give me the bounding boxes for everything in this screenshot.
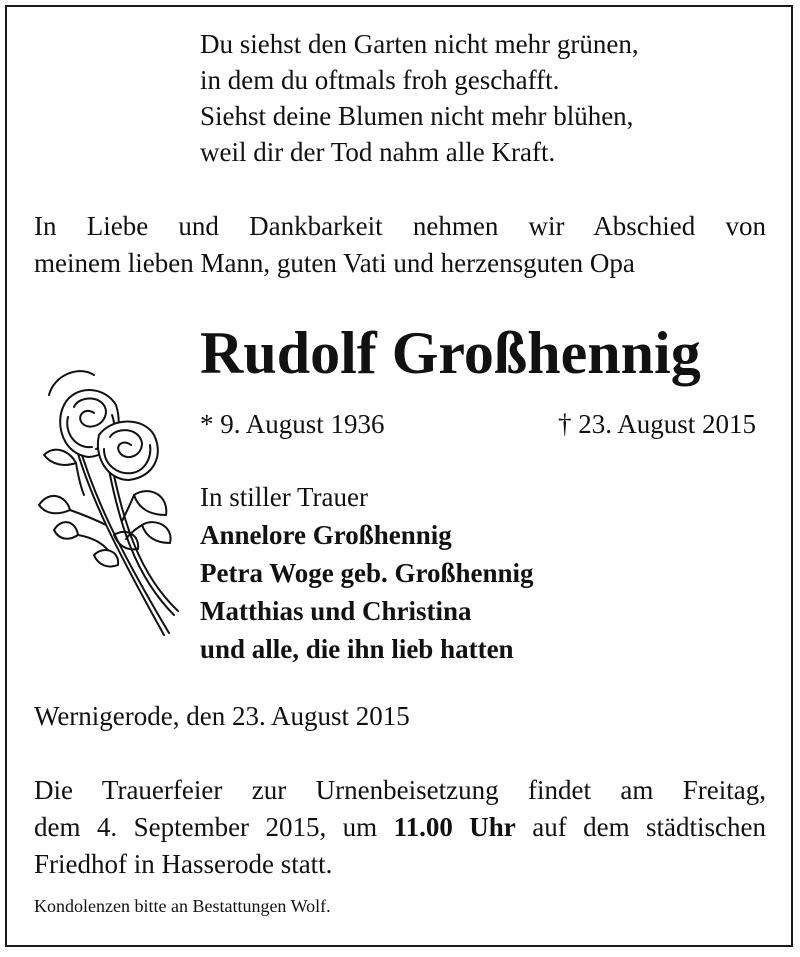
- ceremony-place-text: auf dem städtischen: [515, 812, 766, 842]
- place-date: Wernigerode, den 23. August 2015: [34, 701, 410, 731]
- mourner-name: Petra Woge geb. Großhennig: [200, 558, 534, 588]
- ceremony-line: Friedhof in Hasserode statt.: [34, 849, 333, 879]
- mourning-heading: In stiller Trauer: [200, 482, 368, 512]
- condolence-note: Kondolenzen bitte an Bestattungen Wolf.: [34, 896, 331, 916]
- ceremony-line: Die Trauerfeier zur Urnenbeisetzung findet am Freitag,: [34, 775, 766, 805]
- mourner-name: Annelore Großhennig: [200, 520, 452, 550]
- poem: [200, 26, 760, 170]
- mourner-name: Matthias und Christina: [200, 596, 472, 626]
- intro-line: meinem lieben Mann, guten Vati und herzensguten Opa: [34, 248, 635, 278]
- death-date: † 23. August 2015: [557, 409, 756, 439]
- mourners-block: [200, 478, 760, 668]
- ceremony-date-text: dem 4. September 2015, um: [34, 812, 394, 842]
- ceremony-text: [34, 772, 766, 883]
- intro-text: [34, 208, 766, 282]
- poem-line: weil dir der Tod nahm alle Kraft.: [200, 137, 556, 167]
- ceremony-line: [34, 809, 766, 846]
- mourner-name: und alle, die ihn lieb hatten: [200, 634, 514, 664]
- poem-line: in dem du oftmals froh geschafft.: [200, 65, 560, 95]
- poem-line: Siehst deine Blumen nicht mehr blühen,: [200, 101, 634, 131]
- life-dates: [200, 406, 756, 442]
- poem-line: Du siehst den Garten nicht mehr grünen,: [200, 29, 639, 59]
- birth-date: * 9. August 1936: [200, 409, 385, 439]
- intro-line: In Liebe und Dankbarkeit nehmen wir Abschied von: [34, 211, 766, 241]
- deceased-name: Rudolf Großhennig: [200, 320, 701, 386]
- ceremony-time: 11.00 Uhr: [393, 812, 516, 842]
- roses-icon: [34, 345, 184, 645]
